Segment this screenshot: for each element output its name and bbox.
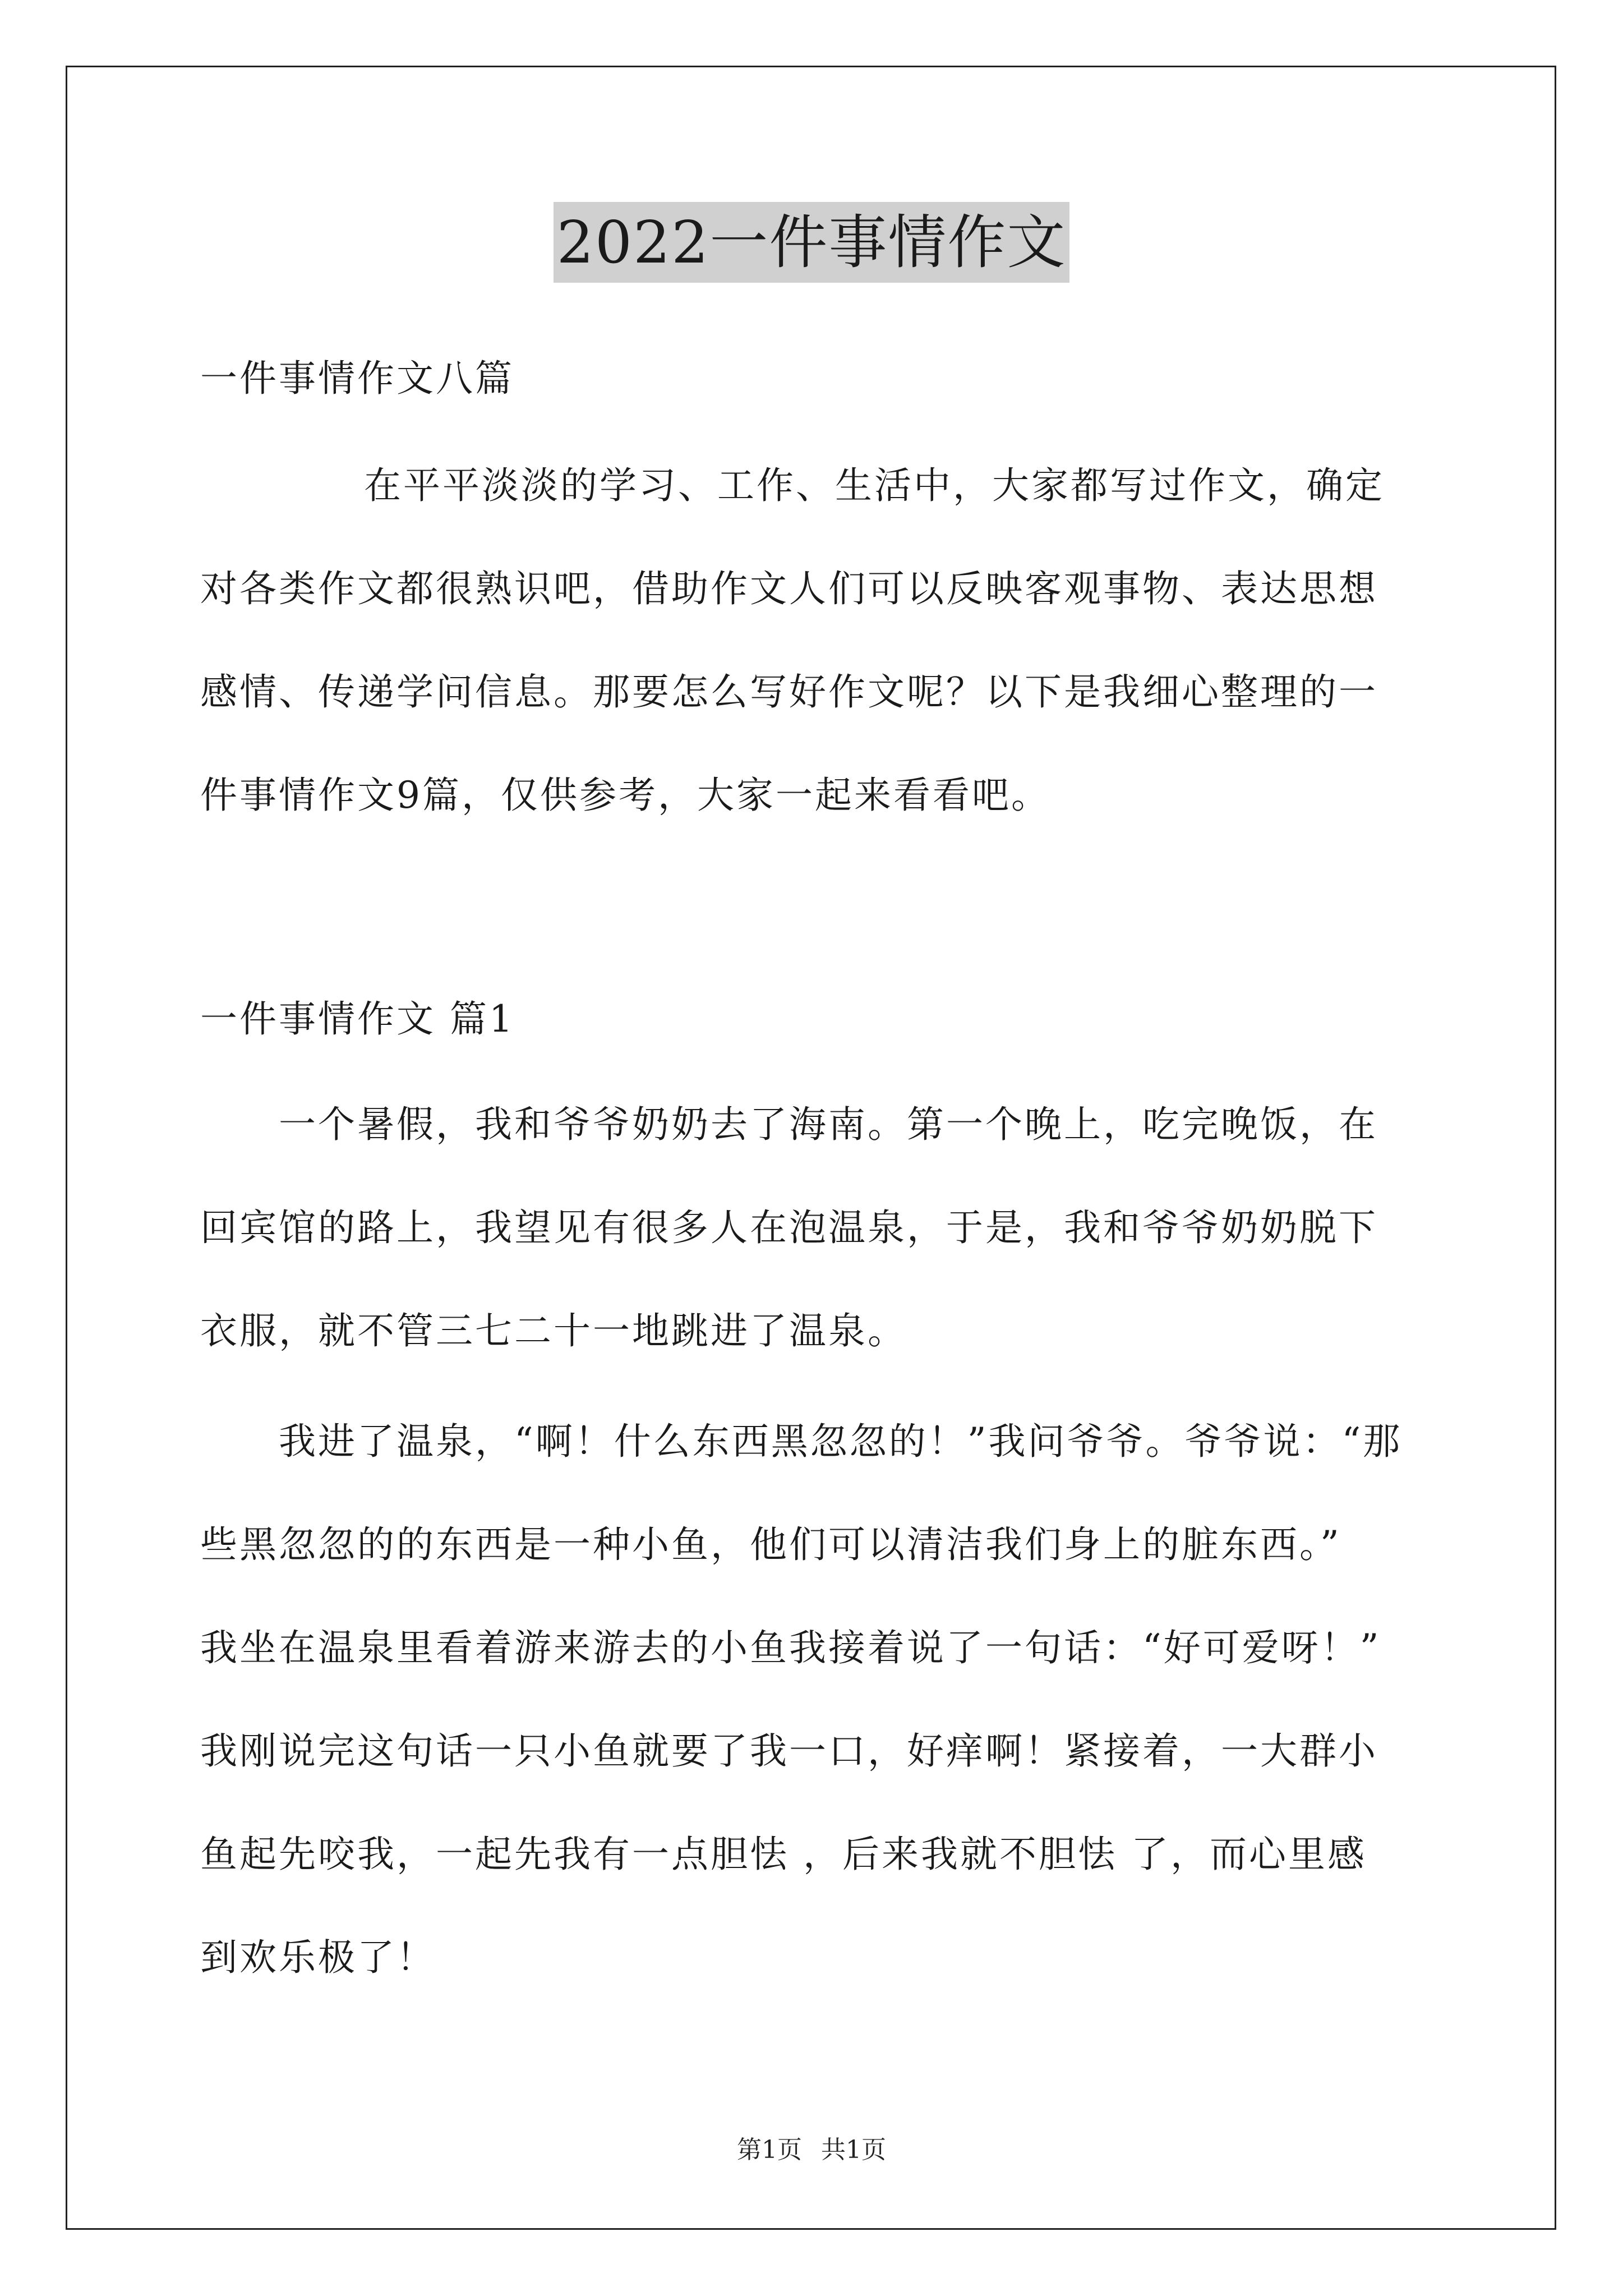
paragraph-line: 我坐在温泉里看着游来游去的小鱼我接着说了一句话：“好可爱呀！” — [200, 1626, 1381, 1669]
intro-line: 对各类作文都很熟识吧，借助作文人们可以反映客观事物、表达思想 — [200, 567, 1378, 610]
page-footer — [0, 2134, 1623, 2166]
intro-line: 感情、传递学问信息。那要怎么写好作文呢？以下是我细心整理的一 — [200, 670, 1378, 714]
page-number: 第1页 — [737, 2136, 802, 2164]
paragraph-line: 我刚说完这句话一只小鱼就要了我一口，好痒啊！紧接着，一大群小 — [200, 1729, 1378, 1773]
document-subtitle: 一件事情作文八篇 — [200, 357, 514, 400]
paragraph-line: 鱼起先咬我，一起先我有一点胆怯 ，后来我就不胆怯 了，而心里感 — [200, 1833, 1367, 1876]
page-total: 共1页 — [821, 2136, 886, 2164]
intro-line: 在平平淡淡的学习、工作、生活中，大家都写过作文，确定 — [364, 464, 1385, 507]
paragraph-line: 一个暑假，我和爷爷奶奶去了海南。第一个晚上，吃完晚饭，在 — [279, 1103, 1378, 1146]
title-container — [0, 202, 1623, 283]
paragraph-line: 些黑忽忽的的东西是一种小鱼，他们可以清洁我们身上的脏东西。” — [200, 1523, 1341, 1566]
paragraph-line: 我进了温泉，“啊！什么东西黑忽忽的！”我问爷爷。爷爷说：“那 — [279, 1420, 1403, 1463]
paragraph-line: 衣服，就不管三七二十一地跳进了温泉。 — [200, 1309, 907, 1352]
paragraph-line: 到欢乐极了！ — [200, 1936, 436, 1979]
document-title: 2022一件事情作文 — [554, 202, 1070, 283]
section-heading: 一件事情作文 篇1 — [200, 997, 515, 1041]
intro-line: 件事情作文9篇，仅供参考，大家一起来看看吧。 — [200, 774, 1050, 817]
paragraph-line: 回宾馆的路上，我望见有很多人在泡温泉，于是，我和爷爷奶奶脱下 — [200, 1206, 1378, 1249]
